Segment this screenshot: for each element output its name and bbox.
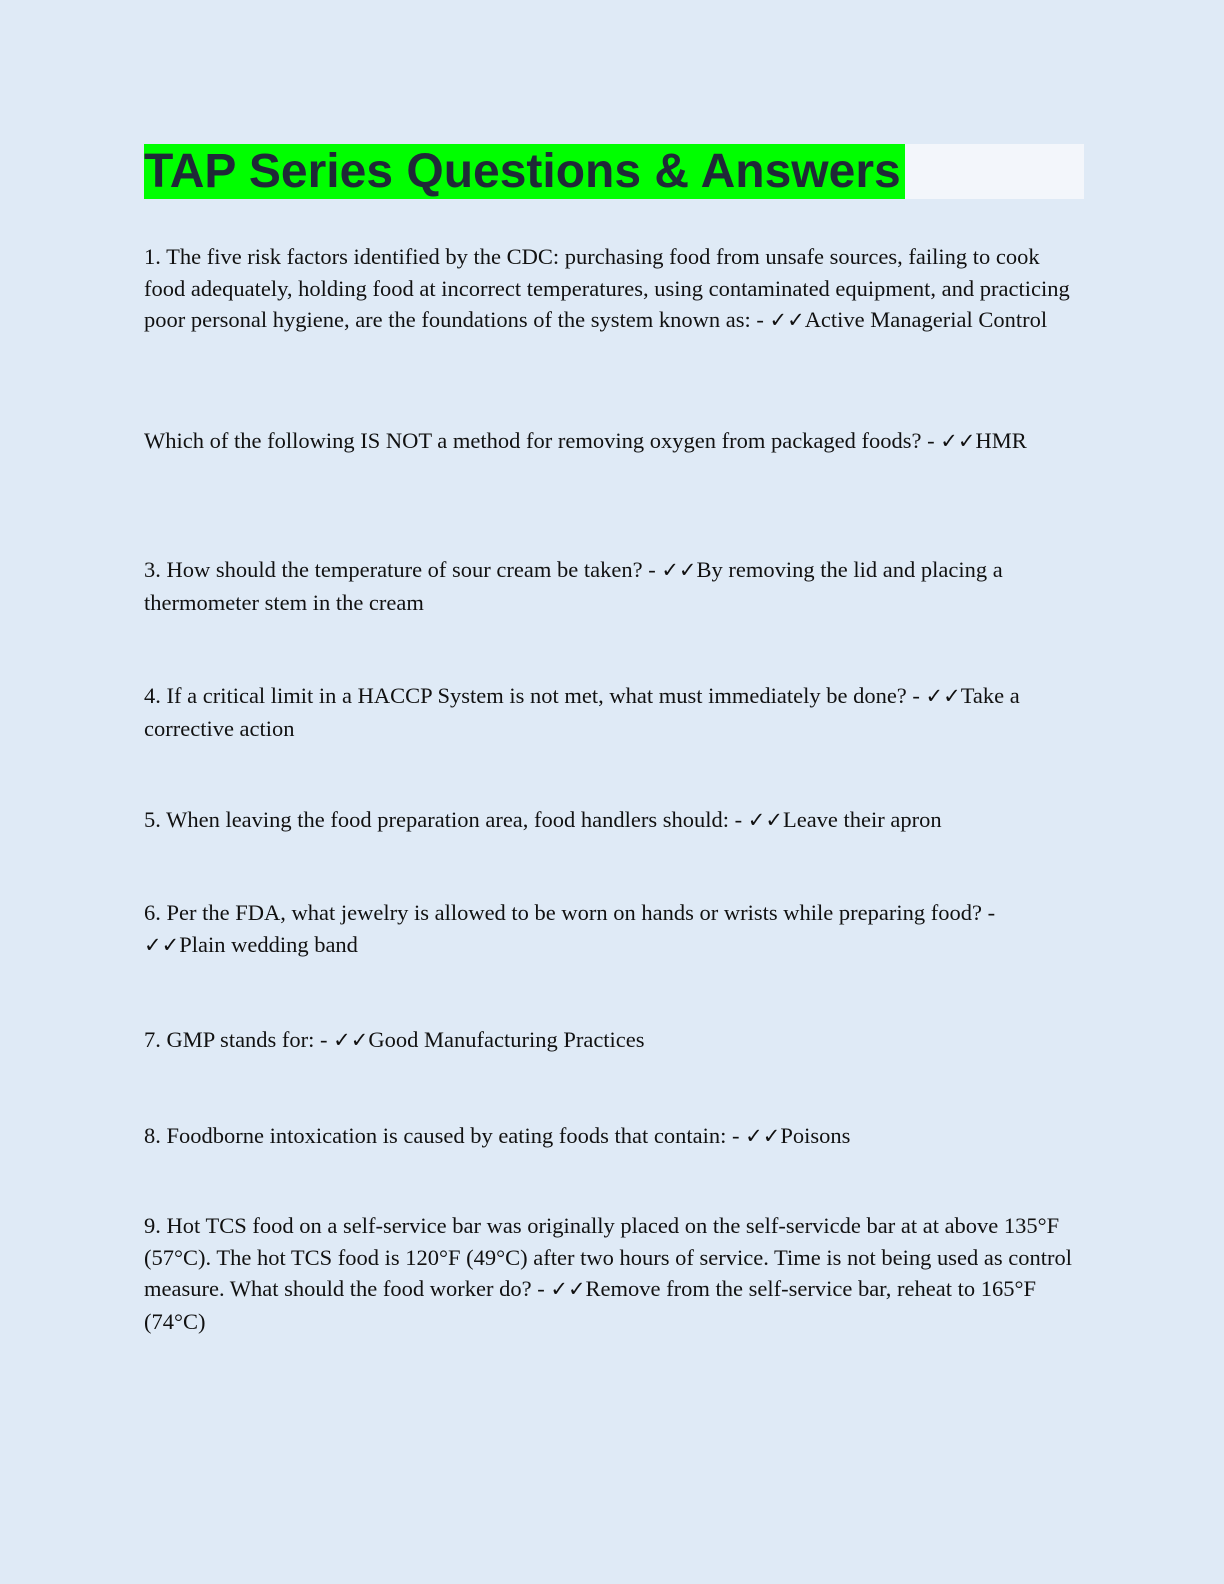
qa-item-4 (144, 680, 1074, 744)
answer-text: Take a corrective action (144, 683, 1020, 741)
double-check-icon: ✓✓ (940, 429, 976, 453)
answer-text: Good Manufacturing Practices (368, 1027, 645, 1052)
qa-item-7 (144, 1024, 1074, 1057)
double-check-icon: ✓✓ (747, 808, 783, 832)
double-check-icon: ✓✓ (769, 308, 805, 332)
question-text: 5. When leaving the food preparation area, food handlers should: - (144, 807, 748, 832)
question-text: 3. How should the temperature of sour cream be taken? - (144, 557, 662, 582)
question-text: 9. Hot TCS food on a self-service bar was originally placed on the self-servicde bar at at above 135°F (57°C). The hot TCS food is 120°F (49°C) after two hours of service. Time is not being used as control measure. What should the food worker do? - (144, 1213, 1072, 1301)
answer-text: By removing the lid and placing a thermometer stem in the cream (144, 557, 1003, 615)
double-check-icon: ✓✓ (144, 932, 180, 957)
qa-item-5 (144, 804, 1074, 837)
qa-item-8 (144, 1120, 1074, 1153)
question-text: Which of the following IS NOT a method for removing oxygen from packaged foods? - (144, 428, 941, 453)
double-check-icon: ✓✓ (661, 558, 697, 582)
answer-text: Leave their apron (782, 807, 942, 832)
double-check-icon: ✓✓ (925, 684, 961, 708)
question-text: 1. The five risk factors identified by the CDC: purchasing food from unsafe sources, failing to cook food adequately, holding food at incorrect temperatures, using contaminated equipment, and practicing poor personal hygiene, are the foundations of the system known as: - (144, 244, 1070, 332)
answer-text: HMR (975, 428, 1027, 453)
double-check-icon: ✓✓ (745, 1124, 781, 1148)
answer-text: Remove from the self-service bar, reheat to 165°F (74°C) (144, 1276, 1036, 1334)
double-check-icon: ✓✓ (333, 1028, 369, 1052)
answer-text: Active Managerial Control (804, 307, 1048, 332)
question-text: 8. Foodborne intoxication is caused by eating foods that contain: - (144, 1123, 746, 1148)
qa-item-9 (144, 1210, 1074, 1337)
double-check-icon: ✓✓ (550, 1277, 586, 1301)
answer-text: Poisons (780, 1123, 851, 1148)
page-title: TAP Series Questions & Answers (144, 144, 905, 199)
qa-item-6 (144, 897, 1074, 961)
qa-item-3 (144, 554, 1074, 618)
qa-item-2 (144, 425, 1074, 458)
question-text: 4. If a critical limit in a HACCP System is not met, what must immediately be done? - (144, 683, 926, 708)
answer-text: Plain wedding band (179, 931, 358, 957)
qa-item-1 (144, 241, 1074, 337)
question-text: 6. Per the FDA, what jewelry is allowed to be worn on hands or wrists while preparing food? - (144, 900, 996, 925)
question-text: 7. GMP stands for: - (144, 1027, 334, 1052)
